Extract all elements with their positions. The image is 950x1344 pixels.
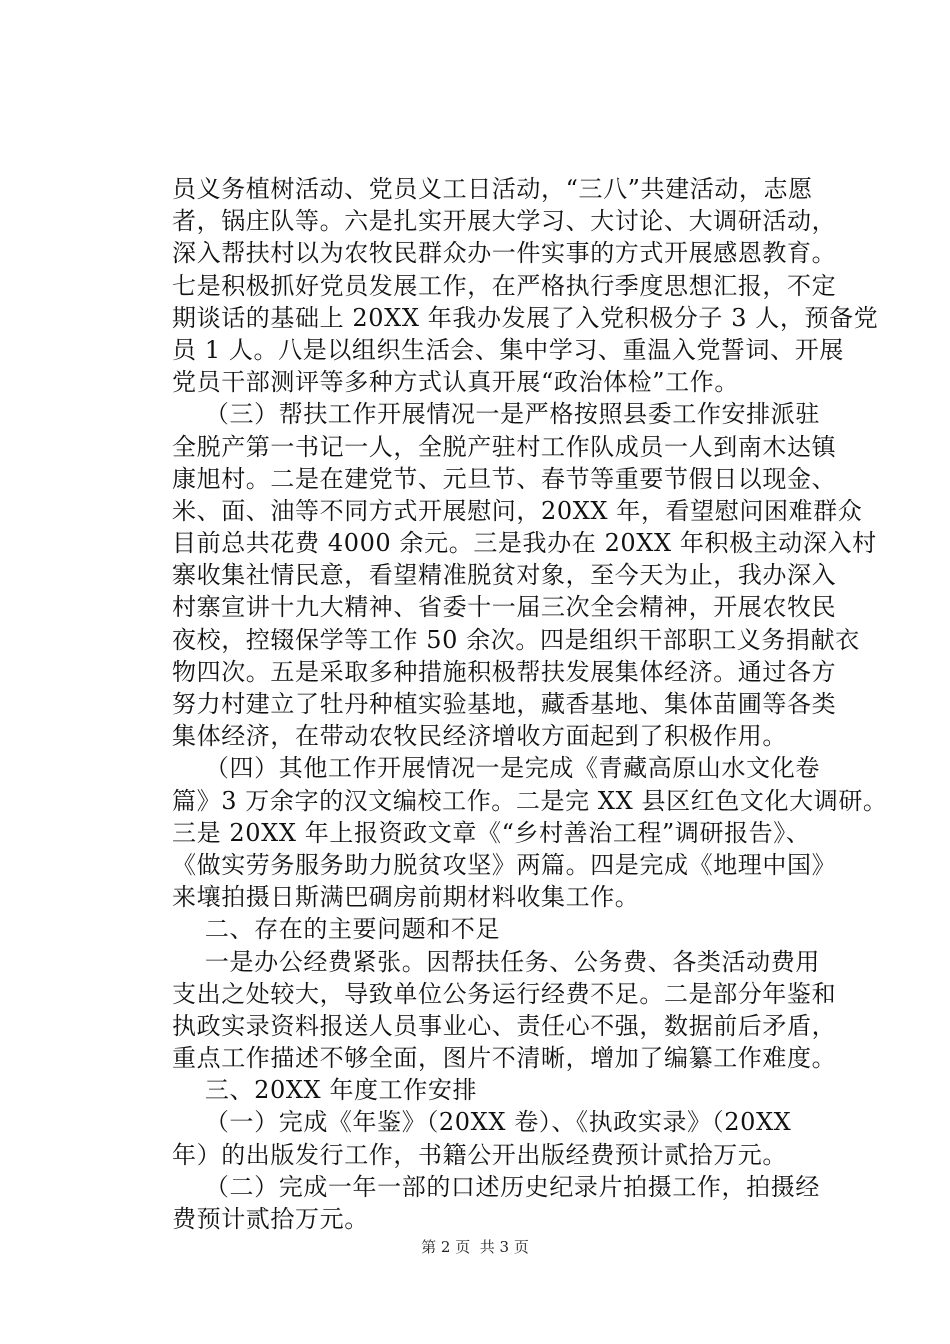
text-line: 集体经济，在带动农牧民经济增收方面起到了积极作用。 [172, 722, 787, 751]
text-line: 深入帮扶村以为农牧民群众办一件实事的方式开展感恩教育。 [172, 239, 837, 268]
text-line: 重点工作描述不够全面，图片不清晰，增加了编纂工作难度。 [172, 1044, 837, 1073]
text-line: （三）帮扶工作开展情况一是严格按照县委工作安排派驻 [172, 400, 820, 429]
section-heading: 三、20XX 年度工作安排 [172, 1076, 478, 1105]
text-line: 全脱产第一书记一人，全脱产驻村工作队成员一人到南木达镇 [172, 432, 837, 461]
section-heading: 二、存在的主要问题和不足 [172, 915, 501, 944]
text-line: 执政实录资料报送人员事业心、责任心不强，数据前后矛盾， [172, 1011, 837, 1040]
text-line: 村寨宣讲十九大精神、省委十一届三次全会精神，开展农牧民 [172, 593, 837, 622]
text-line: 米、面、油等不同方式开展慰问，20XX 年，看望慰问困难群众 [172, 496, 863, 525]
text-line: 夜校，控辍保学等工作 50 余次。四是组织干部职工义务捐献衣 [172, 625, 860, 654]
page-footer: 第 2 页 共 3 页 [421, 1238, 529, 1256]
text-line: 《做实劳务服务助力脱贫攻坚》两篇。四是完成《地理中国》 [172, 850, 837, 879]
text-line: 努力村建立了牡丹种植实验基地，藏香基地、集体苗圃等各类 [172, 690, 837, 718]
text-line: 费预计贰拾万元。 [172, 1205, 369, 1233]
text-line: 寨收集社情民意，看望精准脱贫对象，至今天为止，我办深入 [172, 561, 837, 590]
text-line: 来壤拍摄日斯满巴碉房前期材料收集工作。 [172, 883, 640, 912]
text-line: 篇》3 万余字的汉文编校工作。二是完 XX 县区红色文化大调研。 [172, 786, 888, 815]
text-line: （四）其他工作开展情况一是完成《青藏高原山水文化卷 [172, 754, 820, 783]
text-line: 一是办公经费紧张。因帮扶任务、公务费、各类活动费用 [172, 947, 820, 976]
text-line: 康旭村。二是在建党节、元旦节、春节等重要节假日以现金、 [172, 464, 837, 493]
text-line: 期谈话的基础上 20XX 年我办发展了入党积极分子 3 人，预备党 [172, 303, 879, 332]
text-line: 员义务植树活动、党员义工日活动，“三八”共建活动，志愿 [172, 175, 813, 203]
text-line: 年）的出版发行工作，书籍公开出版经费预计贰拾万元。 [172, 1140, 787, 1169]
text-line: （二）完成一年一部的口述历史纪录片拍摄工作，拍摄经 [172, 1172, 820, 1201]
text-line: 者，锅庄队等。六是扎实开展大学习、大讨论、大调研活动， [172, 207, 837, 236]
text-line: 党员干部测评等多种方式认真开展“政治体检”工作。 [172, 368, 739, 397]
text-line: 员 1 人。八是以组织生活会、集中学习、重温入党誓词、开展 [172, 335, 844, 364]
text-line: 支出之处较大，导致单位公务运行经费不足。二是部分年鉴和 [172, 979, 837, 1008]
body-text [172, 173, 888, 1235]
text-line: 物四次。五是采取多种措施积极帮扶发展集体经济。通过各方 [172, 657, 837, 686]
text-line: 三是 20XX 年上报资政文章《“乡村善治工程”调研报告》、 [172, 818, 811, 847]
text-line: 目前总共花费 4000 余元。三是我办在 20XX 年积极主动深入村 [172, 529, 877, 558]
text-line: 七是积极抓好党员发展工作，在严格执行季度思想汇报，不定 [172, 271, 837, 300]
text-line: （一）完成《年鉴》（20XX 卷）、《执政实录》（20XX [172, 1108, 792, 1137]
